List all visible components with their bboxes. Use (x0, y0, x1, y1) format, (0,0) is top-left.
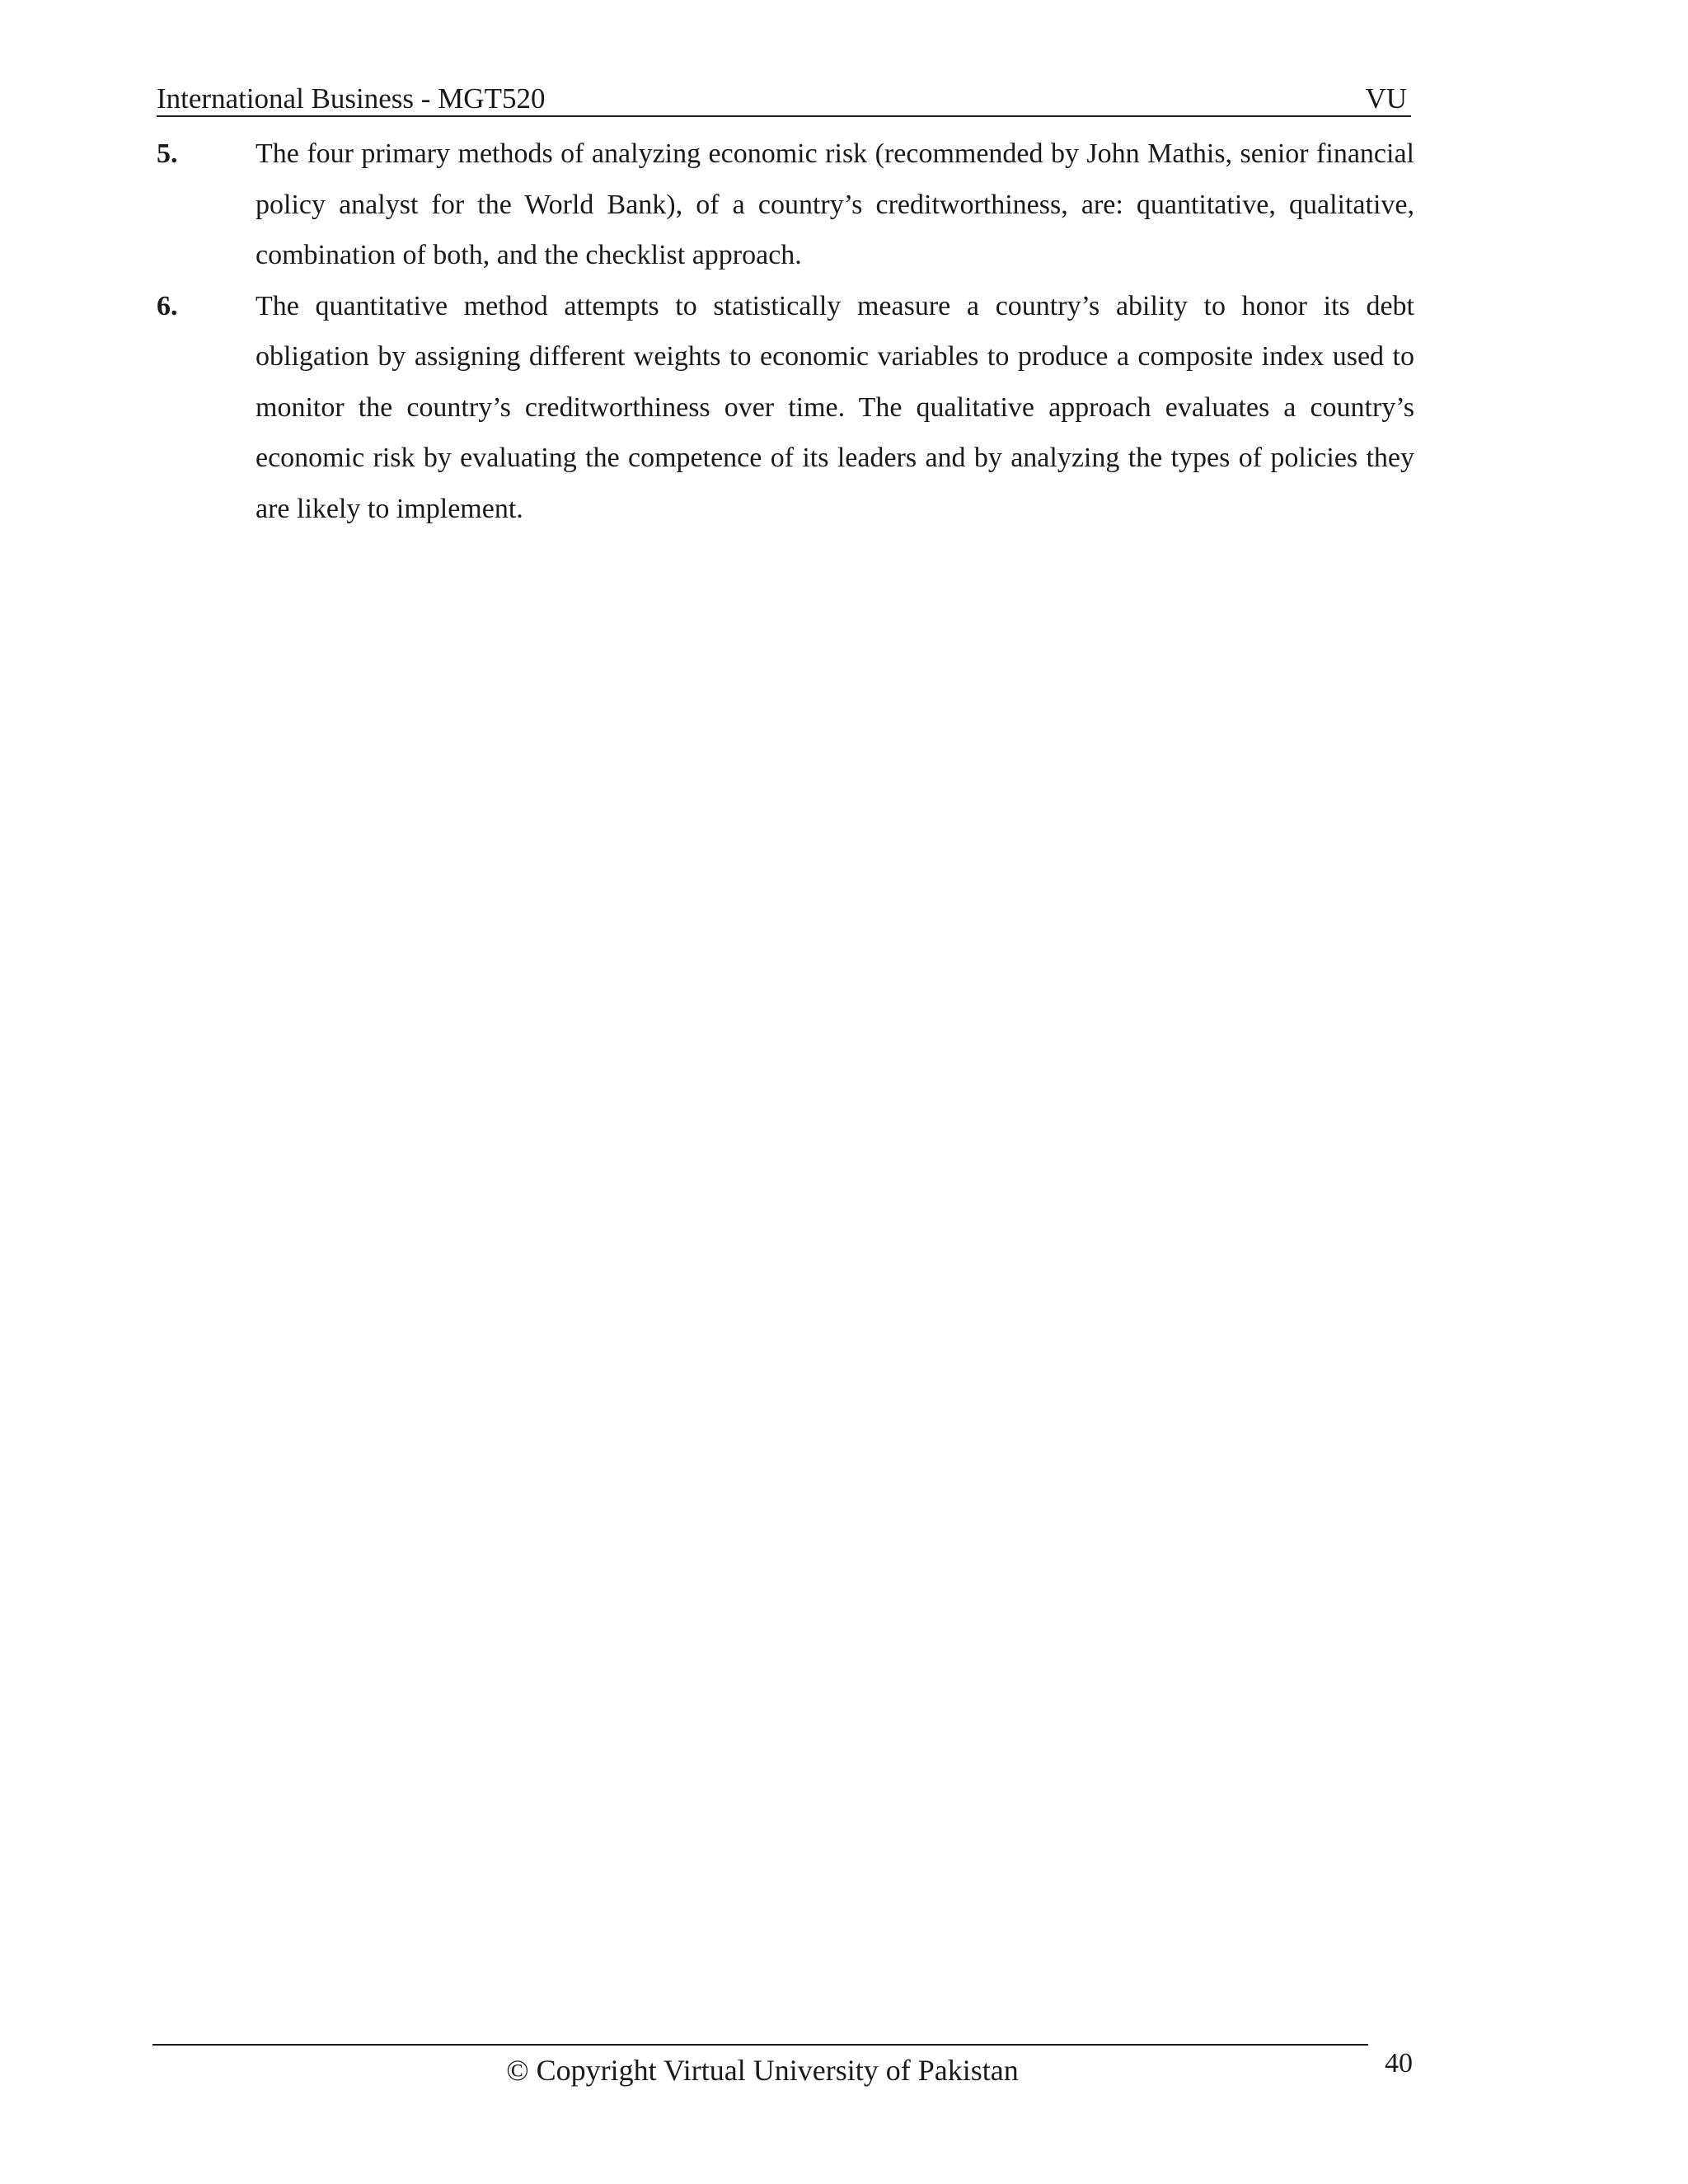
numbered-list (157, 129, 1414, 534)
institution-abbreviation: VU (1365, 82, 1407, 115)
list-item-text: The four primary methods of analyzing economic risk (recommended by John Mathis, senior financial policy analyst for the World Bank), of a country’s creditworthiness, are: quantitative, qualitative, combination of both, and the checklist approach. (256, 138, 1414, 270)
page-header (157, 76, 1411, 117)
copyright-notice: © Copyright Virtual University of Pakistan (506, 2054, 1019, 2087)
course-title: International Business - MGT520 (157, 82, 546, 115)
list-item-number: 6. (157, 290, 178, 321)
list-item-text: The quantitative method attempts to statistically measure a country’s ability to honor its debt obligation by assigning different weights to economic variables to produce a composite index used to monitor the country’s creditworthiness over time. The qualitative approach evaluates a country’s economic risk by evaluating the competence of its leaders and by analyzing the types of policies they are likely to implement. (256, 290, 1414, 524)
list-item (157, 129, 1414, 281)
page-number: 40 (1385, 2048, 1413, 2079)
list-item-number: 5. (157, 138, 178, 169)
list-item (157, 281, 1414, 535)
footer-divider (152, 2044, 1368, 2046)
